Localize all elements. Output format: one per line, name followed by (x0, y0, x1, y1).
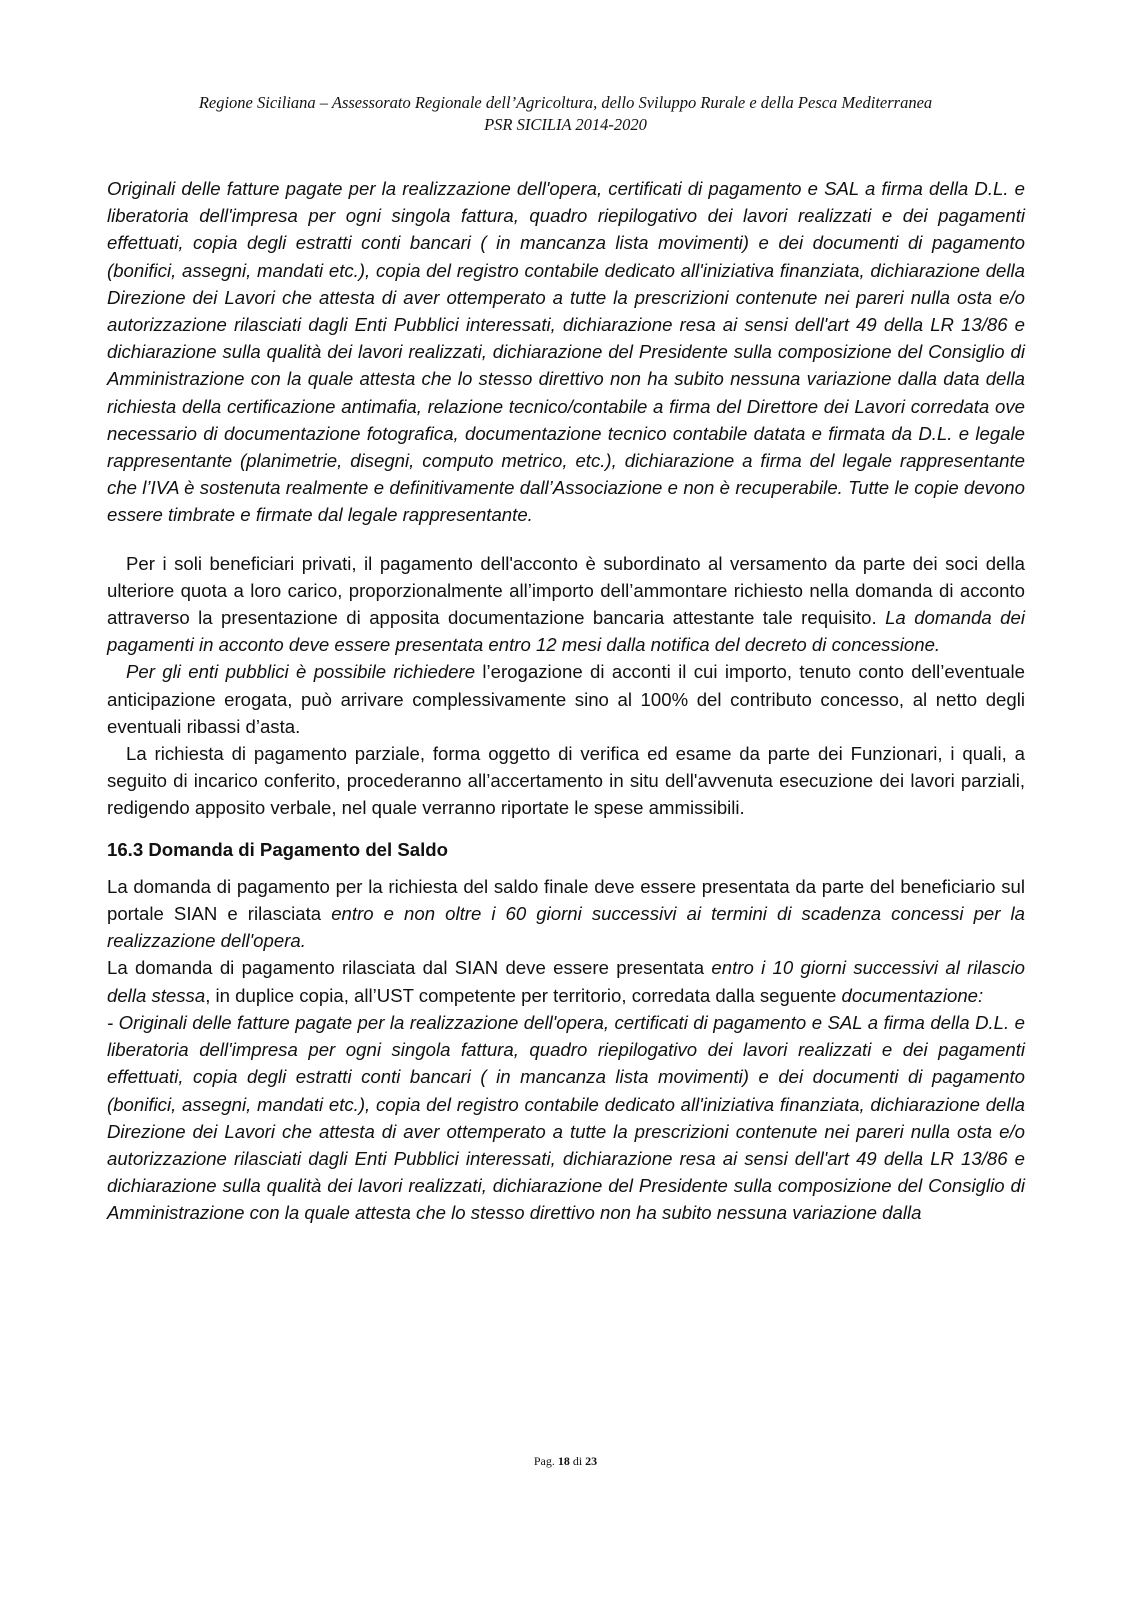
balance-request-paragraph (107, 873, 1025, 955)
private-beneficiaries-paragraph (107, 550, 1025, 659)
paragraph-text: La domanda di pagamento rilasciata dal SIAN deve essere presentata (107, 957, 712, 979)
page-separator: di (569, 1454, 586, 1468)
paragraph-italic-text: documentazione: (841, 984, 984, 1006)
sian-submission-paragraph (107, 954, 1025, 1008)
section-heading: 16.3 Domanda di Pagamento del Saldo (107, 838, 448, 860)
page-number: 18 (557, 1454, 570, 1468)
paragraph-italic-text: La domanda dei pagamenti in acconto deve essere presentata entro 12 mesi dalla notifica del decreto di concessione. (107, 607, 1025, 656)
balance-documentation-list-paragraph: - Originali delle fatture pagate per la realizzazione dell'opera, certificati di pagamento e SAL a firma della D.L. e liberatoria dell'impresa per ogni singola fattura, quadro riepilogativo dei lavori realizzati e dei pagamenti effettuati, copia degli estratti conti bancari ( in mancanza lista movimenti) e dei documenti di pagamento (bonifici, assegni, mandati etc.), copia del registro contabile dedicato all'iniziativa finanziata, dichiarazione della Direzione dei Lavori che attesta di aver ottemperato a tutte la prescrizioni contenute nei pareri nulla osta e/o autorizzazione rilasciati dagli Enti Pubblici interessati, dichiarazione resa ai sensi dell'art 49 della LR 13/86 e dichiarazione sulla qualità dei lavori realizzati, dichiarazione del Presidente sulla composizione del Consiglio di Amministrazione con la quale attesta che lo stesso direttivo non ha subito nessuna variazione dalla (107, 1011, 1025, 1224)
partial-payment-paragraph: La richiesta di pagamento parziale, forma oggetto di verifica ed esame da parte dei Funzionari, i quali, a seguito di incarico conferito, procederanno all’accertamento in situ dell'avvenuta esecuzione dei lavori parziali, redigendo apposito verbale, nel quale verranno riportate le spese ammissibili. (107, 743, 1025, 819)
paragraph-italic-text: Per gli enti pubblici è possibile richiedere (126, 661, 476, 683)
public-entities-paragraph (107, 658, 1025, 740)
paragraph-text: Per i soli beneficiari privati, il pagamento dell'acconto è subordinato al versamento da parte dei soci della ulteriore quota a loro carico, proporzionalmente all’importo dell’ammontare richiesto nella domanda di acconto attraverso la presentazione di apposita documentazione bancaria attestante tale requisito. (107, 552, 1025, 629)
page-label: Pag. (533, 1454, 558, 1468)
paragraph-italic-text: entro i 10 giorni successivi al rilascio della stessa (107, 957, 1025, 1006)
header-subtitle: PSR SICILIA 2014-2020 (484, 115, 647, 134)
paragraph-text: , in duplice copia, all’UST competente per territorio (205, 984, 622, 1006)
paragraph-text: , corredata dalla seguente (621, 984, 842, 1006)
paragraph-italic-text: entro e non oltre i 60 giorni successivi ai termini di scadenza concessi per la realizzazione dell'opera. (107, 903, 1025, 952)
document-body (107, 175, 1025, 1227)
page-footer (0, 1454, 1131, 1469)
paragraph-text: l’erogazione di acconti il cui importo, tenuto conto dell’eventuale anticipazione erogata, può arrivare complessivamente sino al 100% del contributo concesso, al netto degli eventuali ribassi d’asta. (107, 661, 1025, 737)
header-title: Regione Siciliana – Assessorato Regionale dell’Agricoltura, dello Sviluppo Rurale e della Pesca Mediterranea (198, 93, 933, 112)
page-header (0, 92, 1131, 136)
paragraph-text: La domanda di pagamento per la richiesta del saldo finale deve essere presentata da parte del beneficiario sul portale SIAN e rilasciata (107, 875, 1025, 925)
documentation-list-paragraph: Originali delle fatture pagate per la realizzazione dell'opera, certificati di pagamento e SAL a firma della D.L. e liberatoria dell'impresa per ogni singola fattura, quadro riepilogativo dei lavori realizzati e dei pagamenti effettuati, copia degli estratti conti bancari ( in mancanza lista movimenti) e dei documenti di pagamento (bonifici, assegni, mandati etc.), copia del registro contabile dedicato all'iniziativa finanziata, dichiarazione della Direzione dei Lavori che attesta di aver ottemperato a tutte la prescrizioni contenute nei pareri nulla osta e/o autorizzazione rilasciati dagli Enti Pubblici interessati, dichiarazione resa ai sensi dell'art 49 della LR 13/86 e dichiarazione sulla qualità dei lavori realizzati, dichiarazione del Presidente sulla composizione del Consiglio di Amministrazione con la quale attesta che lo stesso direttivo non ha subito nessuna variazione dalla data della richiesta della certificazione antimafia, relazione tecnico/contabile a firma del Direttore dei Lavori corredata ove necessario di documentazione fotografica, documentazione tecnico contabile datata e firmata da D.L. e legale rappresentante (planimetrie, disegni, computo metrico, etc.), dichiarazione a firma del legale rappresentante che l’IVA è sostenuta realmente e definitivamente dall’Associazione e non è recuperabile. Tutte le copie devono essere timbrate e firmate dal legale rappresentante. (107, 178, 1025, 526)
page-total: 23 (585, 1454, 598, 1468)
